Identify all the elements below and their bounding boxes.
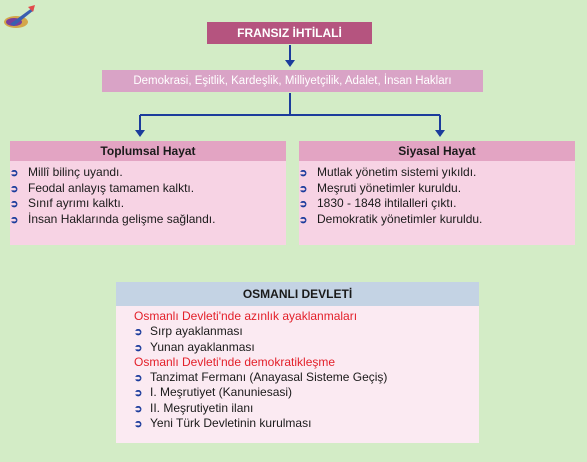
arrow-bullet-icon: ➲ (10, 168, 19, 179)
title-text: FRANSIZ İHTİLALİ (237, 26, 342, 40)
section-subtitle: Osmanlı Devleti'nde azınlık ayaklanmaları (134, 309, 358, 323)
arrow-bullet-icon: ➲ (10, 214, 19, 226)
list-item: ➲ 1830 - 1848 ihtilalleri çıktı. (299, 196, 482, 212)
list-item: ➲ İnsan Haklarında gelişme sağlandı. (10, 212, 215, 228)
list-item: ➲ II. Meşrutiyetin ilanı (134, 401, 387, 416)
list-item: ➲ Mutlak yönetim sistemi yıkıldı. (299, 165, 482, 181)
list-item: ➲ Demokratik yönetimler kuruldu. (299, 212, 482, 228)
list-item: ➲ Yunan ayaklanması (134, 340, 387, 355)
arrow-bullet-icon: ➲ (134, 327, 143, 339)
list-item: ➲ Sırp ayaklanması (134, 324, 387, 339)
list-item: ➲ Feodal anlayış tamamen kalktı. (10, 181, 215, 197)
social-life-panel (10, 141, 286, 245)
ottoman-content (134, 309, 387, 431)
list-item: ➲ Meşruti yönetimler kuruldu. (299, 181, 482, 197)
arrow-bullet-icon: ➲ (134, 342, 143, 354)
arrow-bullet-icon: ➲ (299, 168, 308, 179)
arrow-bullet-icon: ➲ (134, 373, 143, 385)
list-item: ➲ I. Meşrutiyet (Kanuniesasi) (134, 385, 387, 400)
list-item: ➲ Tanzimat Fermanı (Anayasal Sisteme Geçiş) (134, 370, 387, 385)
arrow-bullet-icon: ➲ (10, 183, 19, 195)
arrow-bullet-icon: ➲ (10, 199, 19, 210)
list-item: ➲ Yeni Türk Devletinin kurulması (134, 416, 387, 431)
ottoman-state-panel (116, 282, 479, 443)
arrow-bullet-icon: ➲ (134, 403, 143, 415)
arrow-bullet-icon: ➲ (299, 199, 308, 210)
section-subtitle: Osmanlı Devleti'nde demokratikleşme (134, 354, 336, 369)
values-text: Demokrasi, Eşitlik, Kardeşlik, Milliyetçilik, Adalet, İnsan Hakları (133, 75, 452, 87)
arrow-bullet-icon: ➲ (134, 419, 143, 431)
list-item: ➲ Sınıf ayrımı kalktı. (10, 196, 215, 212)
social-life-list (10, 165, 215, 227)
ottoman-heading: OSMANLI DEVLETİ (116, 282, 479, 306)
social-life-heading: Toplumsal Hayat (10, 141, 286, 161)
political-life-list (299, 165, 482, 227)
title-box (207, 22, 372, 44)
arrow-bullet-icon: ➲ (299, 214, 308, 226)
list-item: ➲ Millî bilinç uyandı. (10, 165, 215, 181)
political-life-heading: Siyasal Hayat (299, 141, 575, 161)
arrow-bullet-icon: ➲ (134, 388, 143, 400)
political-life-panel (299, 141, 575, 245)
values-bar (102, 70, 483, 92)
arrow-bullet-icon: ➲ (299, 183, 308, 195)
